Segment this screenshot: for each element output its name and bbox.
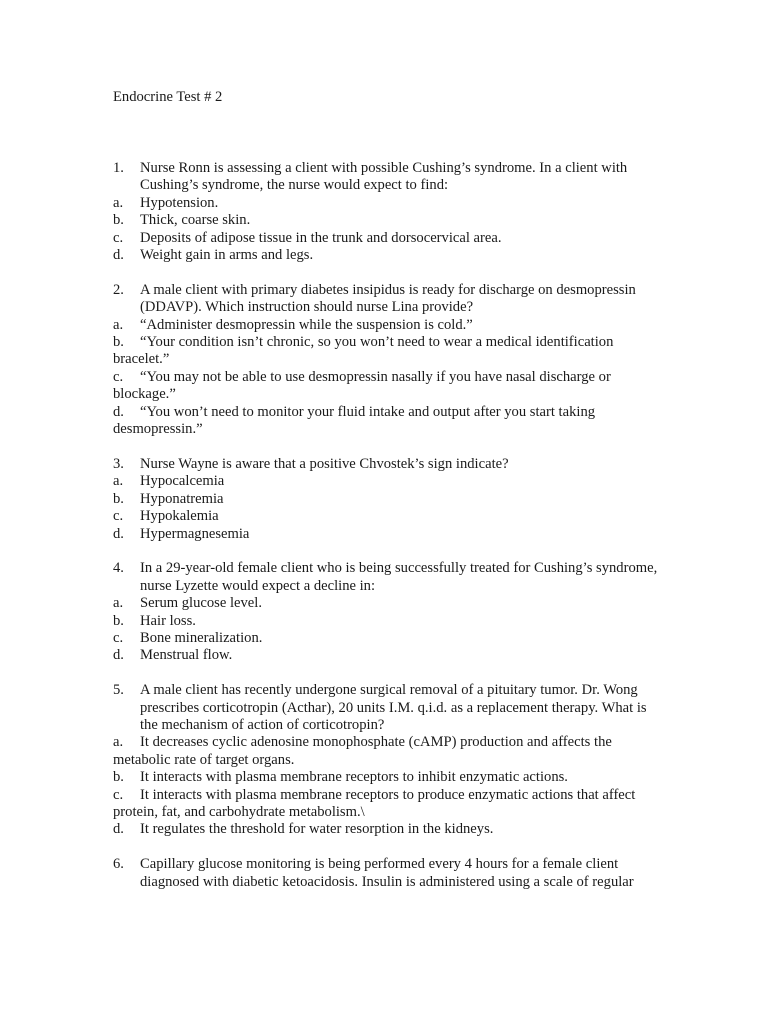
option-text: “Your condition isn’t chronic, so you won’t need to wear a medical identification bracelet.” (113, 334, 614, 368)
question-stem (113, 282, 658, 317)
option-letter: d. (113, 403, 124, 420)
option-letter: b. (113, 769, 124, 786)
option-letter: b. (113, 212, 124, 229)
answer-option (113, 195, 658, 212)
option-text: Bone mineralization. (140, 629, 263, 646)
question-4 (113, 560, 658, 664)
option-text: It regulates the threshold for water resorption in the kidneys. (140, 821, 494, 838)
question-3 (113, 456, 658, 543)
option-text: Hypotension. (140, 194, 219, 211)
option-letter: a. (113, 734, 124, 751)
option-letter: b. (113, 612, 124, 629)
question-text: Nurse Ronn is assessing a client with possible Cushing’s syndrome. In a client with Cushing’s syndrome, the nurse would expect to find: (140, 160, 628, 194)
option-text: Hypocalcemia (140, 473, 225, 490)
option-letter: c. (113, 229, 124, 246)
answer-option (113, 508, 658, 525)
answer-option (113, 613, 658, 630)
option-letter: b. (113, 490, 124, 507)
answer-option (113, 247, 658, 264)
question-number: 5. (113, 682, 124, 699)
answer-option (113, 212, 658, 229)
answer-option (113, 334, 658, 369)
question-number: 3. (113, 455, 124, 472)
question-stem (113, 160, 658, 195)
question-number: 2. (113, 281, 124, 298)
question-number: 1. (113, 160, 124, 176)
option-text: “Administer desmopressin while the suspension is cold.” (140, 316, 473, 333)
answer-option (113, 769, 658, 786)
option-text: It interacts with plasma membrane receptors to inhibit enzymatic actions. (140, 769, 568, 786)
question-stem (113, 456, 658, 473)
question-5 (113, 682, 658, 839)
option-text: Thick, coarse skin. (140, 212, 251, 229)
answer-option (113, 230, 658, 247)
option-letter: c. (113, 786, 124, 803)
question-text: A male client has recently undergone surgical removal of a pituitary tumor. Dr. Wong prescribes corticotropin (Acthar), 20 units I.M. q.i.d. as a replacement therapy. What is the mechanism of action of corticotropin? (140, 682, 647, 733)
answer-option (113, 787, 658, 822)
option-text: Hypokalemia (140, 508, 219, 525)
option-text: Hyponatremia (140, 490, 224, 507)
option-letter: d. (113, 525, 124, 542)
option-text: Menstrual flow. (140, 647, 233, 664)
question-1 (113, 160, 658, 264)
option-text: Hypermagnesemia (140, 525, 250, 542)
question-list (113, 160, 658, 908)
option-letter: a. (113, 194, 124, 211)
option-letter: b. (113, 334, 124, 351)
option-letter: d. (113, 647, 124, 664)
option-letter: a. (113, 595, 124, 612)
option-letter: c. (113, 368, 124, 385)
option-text: Serum glucose level. (140, 595, 262, 612)
answer-option (113, 473, 658, 490)
answer-option (113, 595, 658, 612)
option-text: Hair loss. (140, 612, 196, 629)
question-text: In a 29-year-old female client who is being successfully treated for Cushing’s syndrome, nurse Lyzette would expect a decline in: (140, 560, 658, 594)
option-letter: d. (113, 247, 124, 264)
answer-option (113, 526, 658, 543)
option-text: “You won’t need to monitor your fluid intake and output after you start taking desmopressin.” (113, 403, 596, 438)
question-text: Nurse Wayne is aware that a positive Chvostek’s sign indicate? (140, 455, 509, 472)
question-stem (113, 856, 658, 891)
option-text: Deposits of adipose tissue in the trunk and dorsocervical area. (140, 229, 502, 246)
option-letter: a. (113, 473, 124, 490)
question-6 (113, 856, 658, 891)
question-text: A male client with primary diabetes insipidus is ready for discharge on desmopressin (DDAVP). Which instruction should nurse Lina provide? (140, 281, 636, 316)
answer-option (113, 647, 658, 664)
answer-option (113, 630, 658, 647)
option-letter: c. (113, 629, 124, 646)
document-title: Endocrine Test # 2 (113, 89, 223, 105)
option-text: It interacts with plasma membrane receptors to produce enzymatic actions that affect protein, fat, and carbohydrate metabolism.\ (113, 786, 636, 820)
option-text: It decreases cyclic adenosine monophosphate (cAMP) production and affects the metabolic rate of target organs. (113, 734, 612, 768)
question-stem (113, 560, 658, 595)
option-letter: a. (113, 316, 124, 333)
question-stem (113, 682, 658, 734)
option-letter: d. (113, 821, 124, 838)
option-text: “You may not be able to use desmopressin nasally if you have nasal discharge or blockage.” (113, 368, 611, 403)
answer-option (113, 369, 658, 404)
question-number: 4. (113, 560, 124, 577)
option-letter: c. (113, 508, 124, 525)
answer-option (113, 734, 658, 769)
answer-option (113, 491, 658, 508)
option-text: Weight gain in arms and legs. (140, 247, 314, 264)
question-2 (113, 282, 658, 439)
answer-option (113, 317, 658, 334)
answer-option (113, 404, 658, 439)
answer-option (113, 821, 658, 838)
question-text: Capillary glucose monitoring is being performed every 4 hours for a female client diagnosed with diabetic ketoacidosis. Insulin is administered using a scale of regular (140, 856, 634, 890)
question-number: 6. (113, 856, 124, 873)
